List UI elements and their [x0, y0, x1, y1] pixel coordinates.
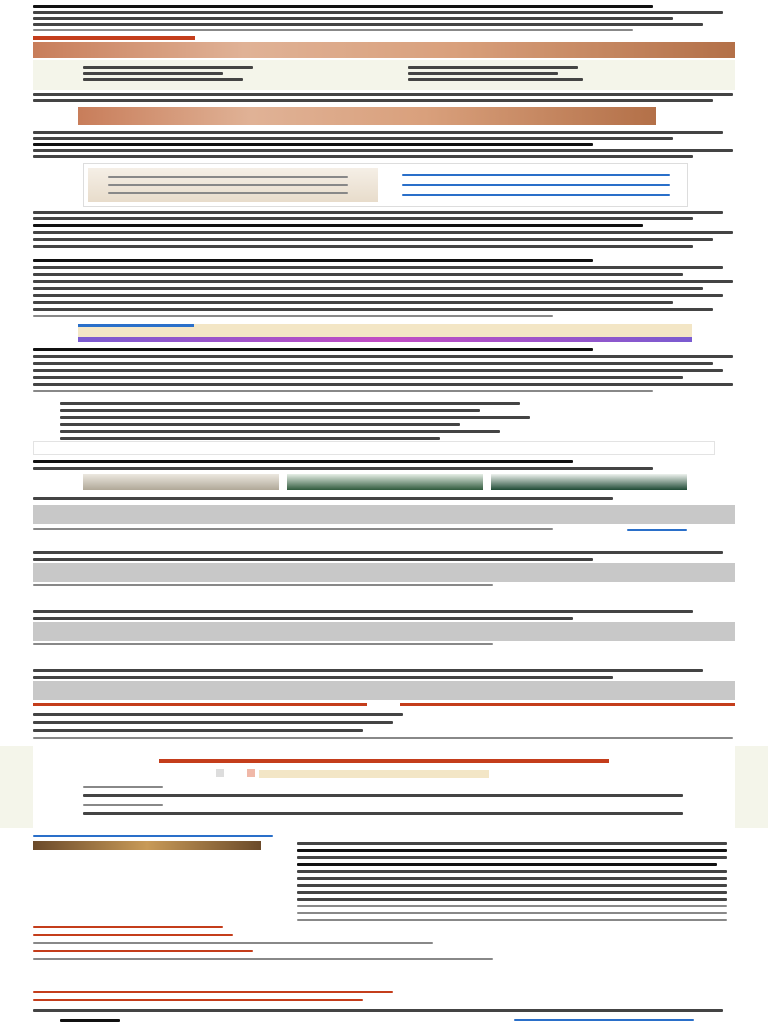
text-line: [33, 369, 723, 372]
image-row: [83, 474, 687, 490]
footer-rule: [60, 1019, 120, 1022]
banner-image: [33, 42, 735, 58]
image-icon: [247, 769, 255, 777]
text-line: [33, 729, 363, 732]
widget-line: [83, 794, 683, 797]
header-line: [33, 23, 703, 26]
widget-card: [33, 746, 735, 828]
text-line: [33, 245, 693, 248]
text-line: [33, 149, 733, 152]
list-item: [60, 430, 500, 433]
footer-link[interactable]: [33, 950, 253, 952]
panel-line: [83, 66, 253, 69]
footer-link[interactable]: [33, 934, 233, 936]
text-line: [297, 898, 727, 901]
figure-line: [108, 176, 348, 178]
text-line: [33, 238, 713, 241]
header-accent-bar: [33, 36, 195, 40]
text-line: [33, 617, 573, 620]
header-line: [33, 29, 633, 31]
text-line: [33, 217, 693, 220]
text-line: [297, 870, 727, 873]
figure-image: [88, 168, 378, 202]
text-line: [33, 610, 693, 613]
thumb-image[interactable]: [491, 474, 687, 490]
figure-line: [108, 192, 348, 194]
text-line: [33, 294, 723, 297]
text-line: [297, 884, 727, 887]
text-line: [297, 863, 717, 866]
text-line: [33, 376, 683, 379]
info-panel: [33, 60, 735, 90]
table-rule: [402, 174, 670, 176]
thumb-image[interactable]: [83, 474, 279, 490]
text-line: [33, 676, 613, 679]
text-line: [33, 315, 553, 317]
text-line: [33, 558, 593, 561]
text-line: [33, 497, 613, 500]
text-line: [33, 93, 733, 96]
widget-line: [83, 786, 163, 788]
text-line: [33, 958, 493, 960]
panel-line: [408, 72, 558, 75]
figure-line: [108, 184, 348, 186]
text-line: [33, 669, 703, 672]
thumb-image[interactable]: [287, 474, 483, 490]
text-line: [297, 912, 727, 914]
footer-link[interactable]: [33, 991, 393, 993]
text-line: [33, 355, 733, 358]
grey-divider: [33, 505, 735, 524]
text-line: [33, 643, 493, 645]
text-line: [33, 99, 713, 102]
list-item: [60, 402, 520, 405]
list-item: [60, 409, 480, 412]
text-line: [297, 877, 727, 880]
header-line: [33, 11, 723, 14]
grey-divider: [33, 563, 735, 582]
text-line: [297, 856, 727, 859]
link[interactable]: [33, 835, 273, 837]
widget-red-bar: [159, 759, 609, 763]
table-rule: [402, 194, 670, 196]
text-line: [33, 721, 393, 724]
text-line: [33, 467, 653, 470]
panel-line: [83, 78, 243, 81]
text-line: [33, 224, 643, 227]
list-item: [60, 437, 440, 440]
text-line: [33, 137, 673, 140]
text-line: [33, 280, 733, 283]
text-line: [33, 348, 593, 351]
widget-line: [83, 812, 683, 815]
promo-banner: [78, 324, 692, 342]
content-image: [78, 107, 656, 125]
header-line: [33, 17, 673, 20]
text-line: [33, 131, 723, 134]
panel-line: [408, 78, 583, 81]
widget-input[interactable]: [259, 770, 489, 778]
text-line: [33, 390, 653, 392]
text-line: [33, 383, 733, 386]
widget-panel: [0, 746, 768, 828]
link[interactable]: [627, 529, 687, 531]
text-line: [33, 528, 553, 530]
section-rule: [400, 703, 735, 706]
text-line: [297, 919, 727, 921]
text-line: [297, 849, 727, 852]
text-line: [33, 713, 403, 716]
text-line: [33, 231, 733, 234]
list-item: [60, 423, 460, 426]
footer-link[interactable]: [514, 1019, 694, 1021]
panel-line: [408, 66, 578, 69]
text-line: [297, 842, 727, 845]
text-line: [33, 301, 673, 304]
text-line: [33, 362, 713, 365]
footer-image: [33, 841, 261, 850]
text-line: [33, 259, 593, 262]
section-rule: [33, 703, 367, 706]
text-line: [33, 308, 713, 311]
text-line: [33, 266, 723, 269]
text-line: [33, 143, 593, 146]
text-line: [33, 273, 683, 276]
widget-line: [83, 804, 163, 806]
panel-line: [83, 72, 223, 75]
text-line: [33, 737, 733, 739]
grey-divider: [33, 681, 735, 700]
text-line: [33, 460, 573, 463]
grey-divider: [33, 622, 735, 641]
text-line: [33, 551, 723, 554]
footer-link[interactable]: [33, 999, 363, 1001]
text-line: [297, 905, 727, 907]
header-title-line: [33, 5, 653, 8]
list-item: [60, 416, 530, 419]
text-line: [33, 211, 723, 214]
promo-strip: [78, 337, 692, 342]
text-line: [33, 584, 493, 586]
image-icon: [216, 769, 224, 777]
text-line: [33, 287, 703, 290]
text-line: [33, 942, 433, 944]
list-box: [33, 441, 715, 455]
footer-link[interactable]: [33, 926, 223, 928]
promo-tab: [78, 324, 194, 327]
text-line: [297, 891, 727, 894]
text-line: [33, 1009, 723, 1012]
figure: [83, 163, 688, 207]
table-rule: [402, 184, 670, 186]
text-line: [33, 155, 693, 158]
